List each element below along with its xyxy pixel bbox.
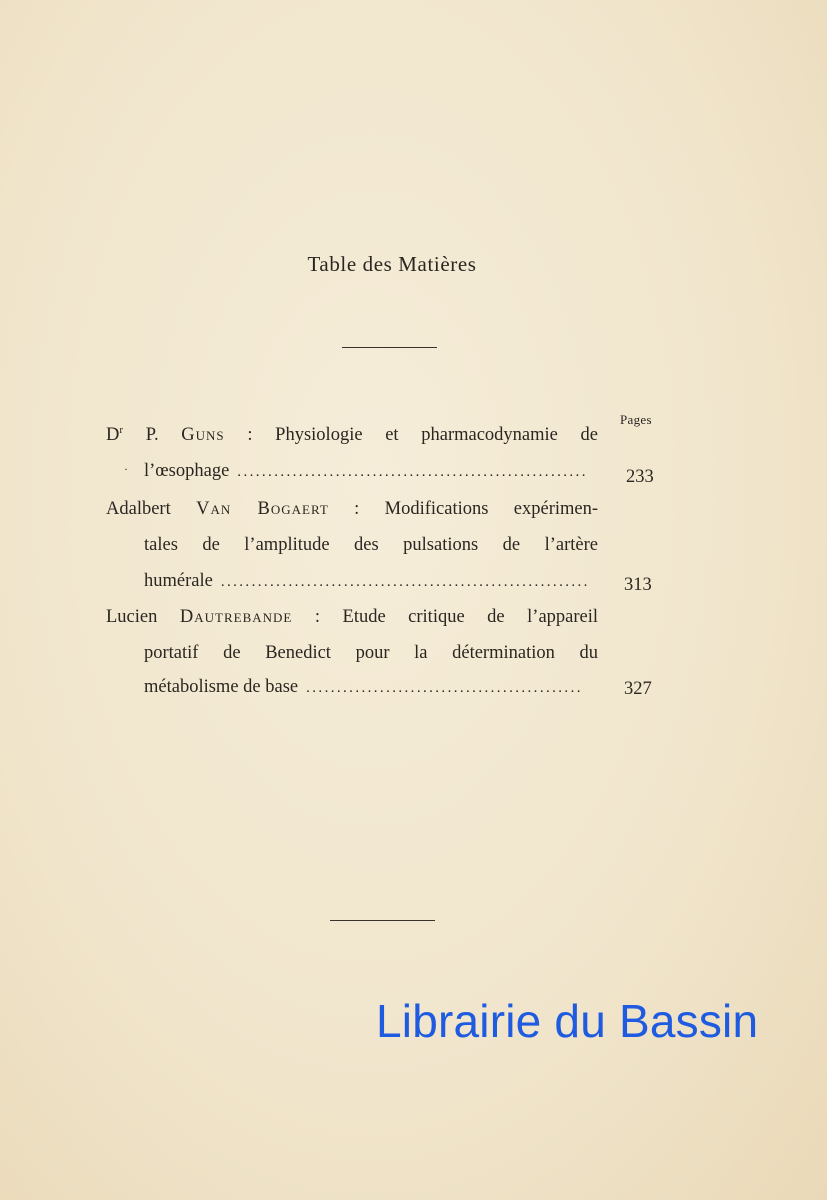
toc-entry-1-line-1 — [106, 423, 599, 445]
toc-entry-3-line-1 — [106, 608, 598, 627]
page-title: Table des Matières — [307, 252, 477, 276]
toc-entry-2-line-1 — [106, 500, 598, 519]
toc-entry-3-author-first: Lucien — [106, 607, 158, 627]
footer-divider — [330, 920, 435, 921]
toc-entry-2-line-2: tales de l’amplitude des pulsations de l’artère — [144, 535, 598, 555]
toc-entry-1-title-end: l’œsophage — [144, 461, 230, 481]
toc-entry-1-last-line — [144, 462, 598, 481]
toc-entry-1-page: 233 — [626, 467, 654, 487]
toc-entry-2-page: 313 — [624, 575, 652, 595]
toc-entry-3-author: Dautrebande — [179, 607, 293, 627]
toc-entry-2-title-start: : Modifications expérimen- — [354, 499, 599, 519]
toc-entry-1-author: Guns — [181, 425, 225, 445]
dot-leader — [237, 465, 588, 480]
watermark-text: Librairie du Bassin — [376, 995, 759, 1047]
toc-entry-2-author: Van Bogaert — [196, 499, 329, 519]
toc-entry-3-page: 327 — [624, 679, 652, 699]
toc-entry-1-author-initial: P. — [145, 425, 159, 445]
toc-entry-2-author-first: Adalbert — [106, 499, 171, 519]
toc-entry-3-title-end: métabolisme de base — [144, 677, 299, 697]
toc-entry-3-line-2: portatif de Benedict pour la détermination du — [144, 643, 598, 663]
dot-leader — [221, 575, 588, 590]
stray-mark: · — [124, 462, 128, 476]
toc-entry-3-last-line — [144, 678, 590, 697]
pages-column-label: Pages — [620, 412, 652, 427]
toc-entry-1-prefix-sup: r — [119, 423, 124, 436]
toc-entry-2-last-line — [144, 572, 598, 591]
toc-entry-3-title-start: : Etude critique de l’appareil — [314, 607, 599, 627]
title-divider — [342, 347, 437, 348]
toc-entry-2-title-end: humérale — [144, 571, 213, 591]
dot-leader — [306, 681, 580, 696]
toc-entry-1-prefix: D — [106, 425, 120, 445]
toc-entry-1-title-start: : Physiologie et pharmacodynamie de — [247, 425, 599, 445]
